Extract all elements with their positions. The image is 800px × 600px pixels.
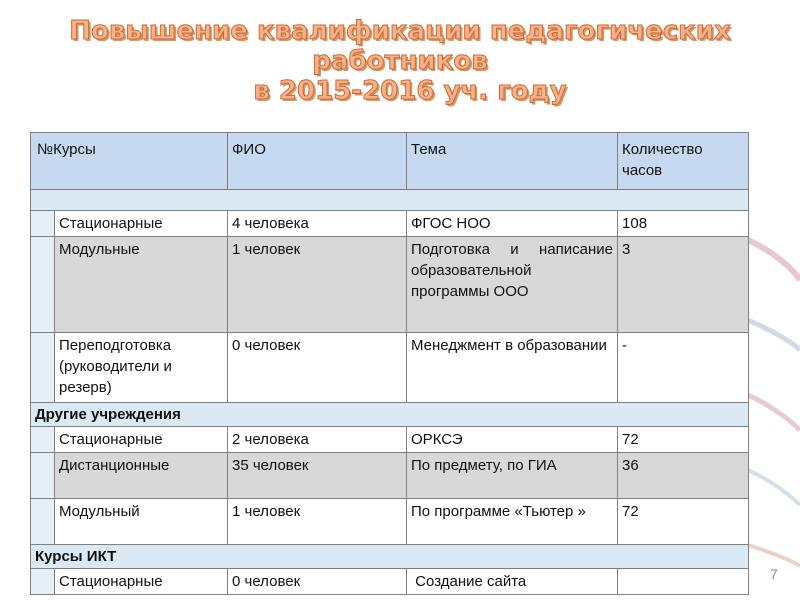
header-topic: Тема (407, 133, 618, 190)
cell-hours: 36 (618, 453, 749, 499)
cell-topic: По программе «Тьютер » (407, 499, 618, 545)
cell-fio: 4 человека (228, 211, 407, 237)
section-row-other-institutions (31, 403, 749, 427)
title-line-2: работников (312, 46, 488, 76)
cell-hours: 72 (618, 427, 749, 453)
cell-course: Модульный (55, 499, 228, 545)
cell-hours: 3 (618, 237, 749, 333)
cell-fio: 1 человек (228, 237, 407, 333)
cell-hours: 108 (618, 211, 749, 237)
header-hours: Количество часов (618, 133, 749, 190)
cell-course: Модульные (55, 237, 228, 333)
section-label: Курсы ИКТ (31, 545, 749, 569)
cell-fio: 2 человека (228, 427, 407, 453)
cell-course: Стационарные (55, 569, 228, 595)
cell-hours: - (618, 333, 749, 403)
cell-course: Стационарные (55, 427, 228, 453)
table-row (31, 427, 749, 453)
header-num-courses (31, 133, 228, 190)
table-row (31, 453, 749, 499)
cell-fio: 35 человек (228, 453, 407, 499)
cell-hours (618, 569, 749, 595)
table-header-row (31, 133, 749, 190)
section-row-ict-courses (31, 545, 749, 569)
cell-fio: 0 человек (228, 333, 407, 403)
qualification-table (30, 132, 749, 595)
cell-course: Дистанционные (55, 453, 228, 499)
title-line-3: в 2015-2016 уч. году (253, 76, 567, 106)
cell-course: Переподготовка (руководители и резерв) (55, 333, 228, 403)
cell-topic: ФГОС НОО (407, 211, 618, 237)
title-line-1: Повышение квалификации педагогических (69, 16, 731, 46)
table-row (31, 333, 749, 403)
slide-title (0, 16, 800, 106)
header-fio: ФИО (228, 133, 407, 190)
table-row (31, 569, 749, 595)
cell-hours: 72 (618, 499, 749, 545)
header-courses: Курсы (53, 141, 96, 158)
cell-topic: Подготовка и написание образовательной программы ООО (407, 237, 618, 333)
table-row (31, 211, 749, 237)
cell-course: Стационарные (55, 211, 228, 237)
table-spacer-row (31, 190, 749, 211)
cell-topic: Менеджмент в образовании (407, 333, 618, 403)
section-label: Другие учреждения (31, 403, 749, 427)
cell-topic: Создание сайта (407, 569, 618, 595)
cell-fio: 1 человек (228, 499, 407, 545)
cell-fio: 0 человек (228, 569, 407, 595)
table-row (31, 499, 749, 545)
header-num: № (37, 141, 54, 158)
cell-topic: ОРКСЭ (407, 427, 618, 453)
cell-topic: По предмету, по ГИА (407, 453, 618, 499)
page-number: 7 (770, 566, 778, 582)
table-row (31, 237, 749, 333)
